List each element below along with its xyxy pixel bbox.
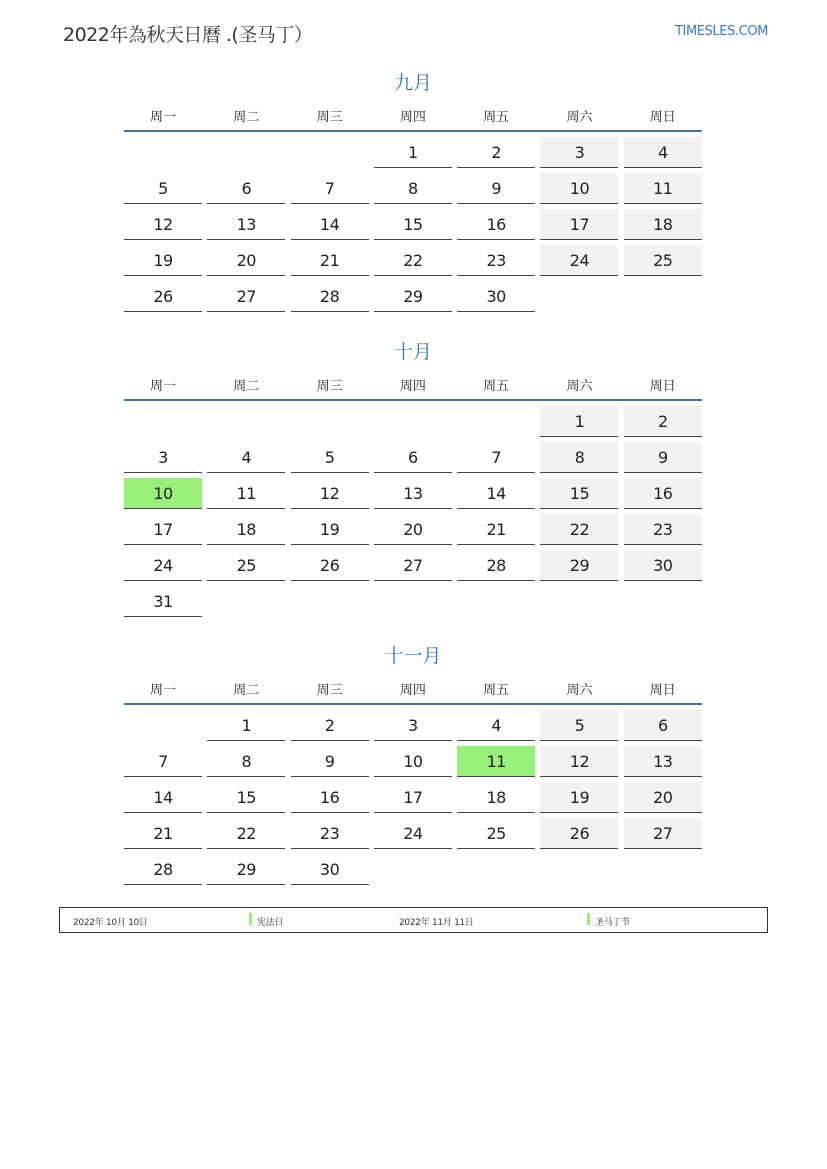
day-cell: 26: [124, 281, 202, 312]
day-cell: 10: [540, 173, 618, 204]
day-grid: [124, 406, 702, 617]
day-cell: 27: [374, 550, 452, 581]
day-cell: 1: [540, 406, 618, 437]
weekday-label: 周日: [649, 379, 676, 394]
holiday-marker-icon: [587, 913, 590, 925]
page-title: 2022年為秋天日曆 .(圣马丁）: [63, 24, 313, 46]
day-cell: 1: [207, 710, 285, 741]
weekday-header: [124, 375, 702, 401]
legend-date: 2022年 11月 11日: [399, 918, 474, 928]
day-cell: 29: [540, 550, 618, 581]
day-cell: 7: [291, 173, 369, 204]
day-cell: 21: [124, 818, 202, 849]
month-title: 十月: [393, 341, 432, 363]
day-cell: 11: [624, 173, 702, 204]
day-cell: 17: [540, 209, 618, 240]
day-cell: 13: [207, 209, 285, 240]
day-cell: 26: [291, 550, 369, 581]
month-october: [124, 339, 702, 617]
day-cell: 12: [540, 746, 618, 777]
day-cell: 23: [291, 818, 369, 849]
weekday-label: 周四: [399, 683, 426, 698]
site-link[interactable]: TIMESLES.COM: [674, 24, 768, 39]
day-cell: 20: [207, 245, 285, 276]
day-cell: 16: [291, 782, 369, 813]
day-cell: 25: [624, 245, 702, 276]
day-cell: 22: [207, 818, 285, 849]
day-cell: 18: [207, 514, 285, 545]
day-cell: 15: [540, 478, 618, 509]
weekday-header: [124, 106, 702, 132]
weekday-label: 周五: [483, 683, 510, 698]
day-cell: 18: [624, 209, 702, 240]
day-cell: 24: [124, 550, 202, 581]
day-cell: 8: [540, 442, 618, 473]
day-cell: 5: [291, 442, 369, 473]
weekday-label: 周四: [399, 379, 426, 394]
empty-cell: [207, 137, 285, 168]
day-cell: 2: [624, 406, 702, 437]
day-cell: 28: [291, 281, 369, 312]
holiday-day-cell: 10: [124, 478, 202, 509]
weekday-label: 周三: [316, 683, 343, 698]
day-cell: 27: [207, 281, 285, 312]
day-cell: 21: [291, 245, 369, 276]
empty-cell: [124, 137, 202, 168]
day-cell: 2: [291, 710, 369, 741]
weekday-label: 周二: [233, 683, 260, 698]
day-cell: 3: [540, 137, 618, 168]
day-cell: 14: [124, 782, 202, 813]
holiday-day-cell: 11: [457, 746, 535, 777]
day-cell: 27: [624, 818, 702, 849]
day-cell: 16: [457, 209, 535, 240]
day-cell: 23: [457, 245, 535, 276]
day-cell: 17: [374, 782, 452, 813]
day-cell: 12: [291, 478, 369, 509]
day-cell: 24: [540, 245, 618, 276]
day-cell: 30: [457, 281, 535, 312]
weekday-label: 周二: [233, 379, 260, 394]
day-cell: 28: [124, 854, 202, 885]
day-cell: 19: [124, 245, 202, 276]
holiday-marker-icon: [249, 913, 252, 925]
day-cell: 18: [457, 782, 535, 813]
day-cell: 20: [624, 782, 702, 813]
day-cell: 20: [374, 514, 452, 545]
day-cell: 19: [291, 514, 369, 545]
day-cell: 9: [624, 442, 702, 473]
weekday-label: 周一: [149, 683, 176, 698]
empty-cell: [374, 406, 452, 437]
day-cell: 28: [457, 550, 535, 581]
day-cell: 3: [124, 442, 202, 473]
empty-cell: [291, 406, 369, 437]
weekday-label: 周一: [149, 379, 176, 394]
weekday-label: 周五: [483, 110, 510, 125]
day-cell: 30: [624, 550, 702, 581]
day-cell: 5: [540, 710, 618, 741]
weekday-label: 周六: [566, 683, 593, 698]
holiday-legend: [59, 907, 768, 933]
day-cell: 7: [124, 746, 202, 777]
weekday-label: 周一: [149, 110, 176, 125]
day-cell: 9: [291, 746, 369, 777]
empty-cell: [207, 406, 285, 437]
weekday-label: 周三: [316, 379, 343, 394]
legend-holiday-name: 宪法日: [257, 918, 284, 928]
day-cell: 5: [124, 173, 202, 204]
day-cell: 14: [291, 209, 369, 240]
day-cell: 12: [124, 209, 202, 240]
day-cell: 13: [374, 478, 452, 509]
day-cell: 4: [457, 710, 535, 741]
weekday-label: 周五: [483, 379, 510, 394]
day-cell: 15: [374, 209, 452, 240]
day-cell: 16: [624, 478, 702, 509]
day-cell: 10: [374, 746, 452, 777]
month-title: 十一月: [384, 645, 442, 667]
day-cell: 9: [457, 173, 535, 204]
weekday-label: 周六: [566, 110, 593, 125]
month-november: [124, 643, 702, 885]
day-cell: 13: [624, 746, 702, 777]
empty-cell: [291, 137, 369, 168]
day-cell: 25: [207, 550, 285, 581]
day-cell: 30: [291, 854, 369, 885]
empty-cell: [457, 406, 535, 437]
day-cell: 19: [540, 782, 618, 813]
day-cell: 21: [457, 514, 535, 545]
weekday-header: [124, 679, 702, 705]
weekday-label: 周日: [649, 683, 676, 698]
day-cell: 24: [374, 818, 452, 849]
day-cell: 25: [457, 818, 535, 849]
day-cell: 14: [457, 478, 535, 509]
day-cell: 17: [124, 514, 202, 545]
empty-cell: [124, 406, 202, 437]
day-cell: 23: [624, 514, 702, 545]
month-september: [124, 70, 702, 312]
day-cell: 7: [457, 442, 535, 473]
legend-date: 2022年 10月 10日: [73, 918, 148, 928]
weekday-label: 周四: [399, 110, 426, 125]
day-grid: [124, 137, 702, 312]
day-cell: 26: [540, 818, 618, 849]
day-cell: 1: [374, 137, 452, 168]
day-cell: 3: [374, 710, 452, 741]
day-cell: 4: [624, 137, 702, 168]
empty-cell: [124, 710, 202, 741]
day-cell: 22: [540, 514, 618, 545]
day-cell: 8: [374, 173, 452, 204]
day-cell: 2: [457, 137, 535, 168]
weekday-label: 周二: [233, 110, 260, 125]
day-cell: 29: [207, 854, 285, 885]
day-cell: 29: [374, 281, 452, 312]
weekday-label: 周六: [566, 379, 593, 394]
day-cell: 6: [374, 442, 452, 473]
weekday-label: 周日: [649, 110, 676, 125]
day-cell: 4: [207, 442, 285, 473]
day-cell: 15: [207, 782, 285, 813]
day-cell: 22: [374, 245, 452, 276]
weekday-label: 周三: [316, 110, 343, 125]
day-cell: 11: [207, 478, 285, 509]
day-cell: 6: [207, 173, 285, 204]
day-grid: [124, 710, 702, 885]
day-cell: 8: [207, 746, 285, 777]
day-cell: 6: [624, 710, 702, 741]
day-cell: 31: [124, 586, 202, 617]
legend-holiday-name: 圣马丁节: [595, 918, 630, 928]
month-title: 九月: [393, 72, 432, 94]
